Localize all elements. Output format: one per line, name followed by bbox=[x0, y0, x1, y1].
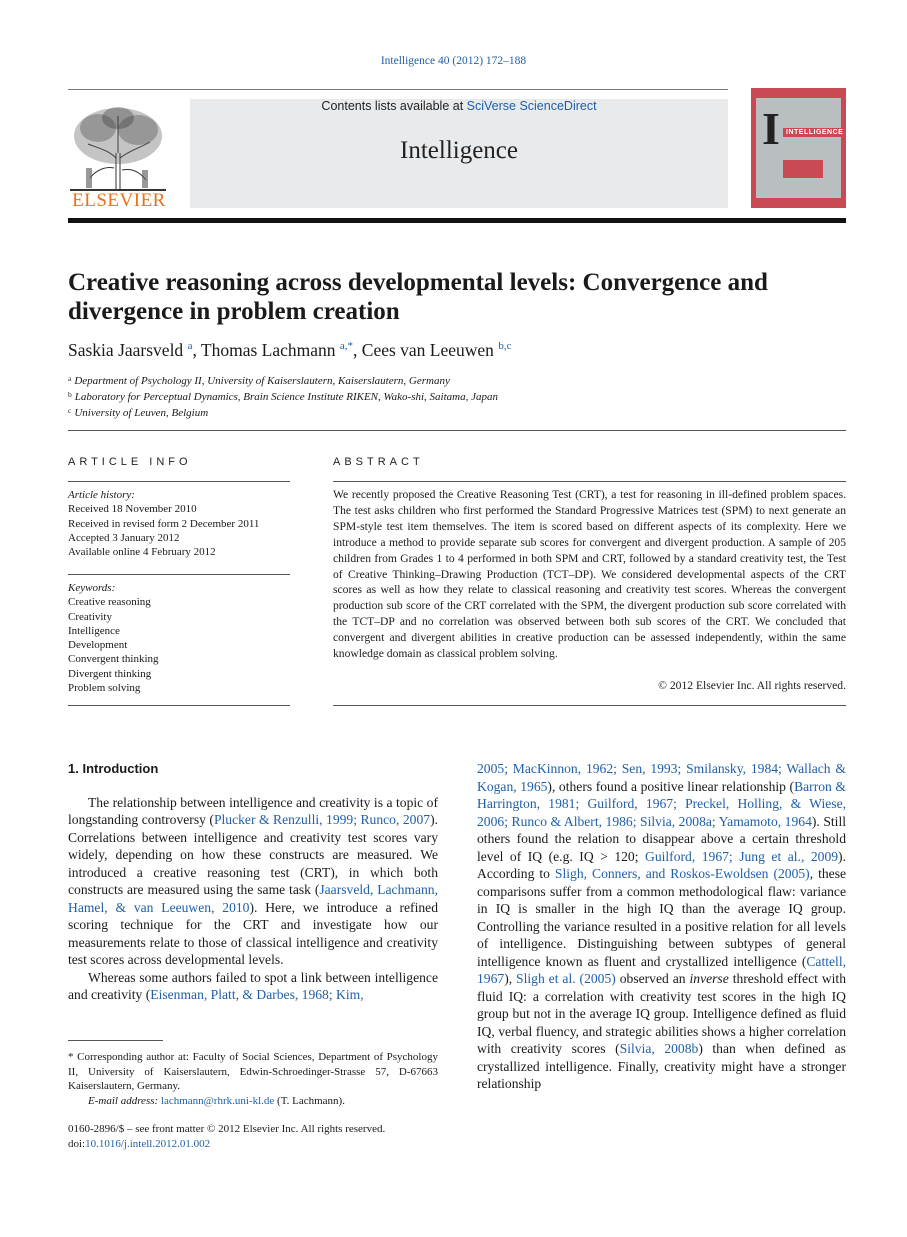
abstract-heading: ABSTRACT bbox=[333, 456, 424, 468]
keyword: Development bbox=[68, 639, 128, 652]
email-line: E-mail address: lachmann@rhrk.uni-kl.de (T. Lachmann). bbox=[88, 1094, 345, 1107]
article-info-heading: ARTICLE INFO bbox=[68, 456, 192, 468]
body-text: observed an bbox=[615, 971, 690, 986]
citation-link[interactable]: Sligh, Conners, and Roskos-Ewoldsen (2005) bbox=[554, 866, 810, 881]
keyword: Divergent thinking bbox=[68, 667, 152, 680]
footnote-text: * Corresponding author at: Faculty of Social Sciences, Department of Psychology II, University of Kaiserslautern, Edwin-Schroedinger-Strasse 57, D-67663 Kaiserslautern, Germany. bbox=[68, 1051, 438, 1092]
citation-link[interactable]: Cattell, 1967 bbox=[477, 953, 846, 986]
divider bbox=[68, 481, 290, 482]
citation-link[interactable]: Guilford, 1967; Jung et al., 2009 bbox=[645, 848, 839, 864]
abstract-copyright: © 2012 Elsevier Inc. All rights reserved. bbox=[658, 679, 846, 692]
journal-cover-image: I INTELLIGENCE bbox=[751, 88, 846, 208]
header-thick-rule bbox=[68, 218, 846, 223]
author-affil-sup[interactable]: a,* bbox=[339, 340, 354, 352]
body-column-right bbox=[477, 760, 846, 1093]
affiliation: $^c$ University of Leuven, Belgium bbox=[68, 406, 209, 419]
article-history bbox=[68, 488, 290, 559]
keyword: Problem solving bbox=[68, 682, 141, 695]
divider bbox=[333, 705, 846, 706]
body-text: ), bbox=[504, 971, 517, 986]
keyword: Intelligence bbox=[68, 624, 120, 637]
contents-line: Contents lists available at SciVerse ScienceDirect bbox=[321, 99, 597, 113]
keyword: Creative reasoning bbox=[68, 596, 151, 609]
divider bbox=[68, 705, 290, 706]
body-text: ), others found a positive linear relationship ( bbox=[547, 778, 795, 794]
paragraph bbox=[68, 794, 438, 969]
journal-reference[interactable]: Intelligence 40 (2012) 172–188 bbox=[380, 55, 527, 67]
author-name: Cees van Leeuwen bbox=[361, 340, 494, 360]
abstract-text: We recently proposed the Creative Reasoning Test (CRT), a test for reasoning in ill-defined problem spaces. The test asks children who first performed the Standard Progressive Matrices test (SPM) to next generate an SPM-style test item themselves. The item is scored based on different aspects of its complexity. Here we introduce a method to provide separate sub scores for convergent and divergent production. A sample of 205 children from Grades 1 to 4 performed in both SPM and CRT, followed by a standard creativity test, the Test of Creative Thinking–Drawing Production (TCT–DP). We considered developmental aspects of the CRT scores as well as how they relate to classical reasoning and creativity test scores. Whereas the convergent production sub score of the CRT correlated with the SPM, the divergent production sub score correlated with the TCT–DP and no correlation was observed between both sub scores of the CRT. We concluded that convergent and divergent abilities in creative production can be assessed independently, within the same knowledge domain as classical problem solving. bbox=[333, 488, 846, 661]
header-top-rule bbox=[68, 89, 728, 90]
body-text: threshold effect with fluid IQ: a correlation with creativity test scores in the high IQ group but not in the average IQ group. Intelligence defined as fluid IQ, verbal fluency, and strategic abilities shows a higher correlation with creativity scores ( bbox=[477, 971, 846, 1056]
journal-name: Intelligence bbox=[400, 137, 518, 164]
doi-link[interactable]: 10.1016/j.intell.2012.01.002 bbox=[85, 1137, 211, 1150]
citation-link[interactable]: Eisenman, Platt, & Darbes, 1968; Kim, bbox=[150, 987, 364, 1002]
history-label: Article history: bbox=[68, 489, 135, 501]
body-text: ). Here, we introduce a refined scoring technique for the CRT and investigate how our measurements relate to those of classical intelligence and creativity test scores across developmental levels. bbox=[68, 899, 438, 967]
author-list: Saskia Jaarsveld $^a$, Thomas Lachmann $^{a,*}$, Cees van Leeuwen $^{b,c}$ bbox=[68, 340, 512, 360]
history-item: Accepted 3 January 2012 bbox=[68, 531, 180, 544]
affiliation: $^b$ Laboratory for Perceptual Dynamics, Brain Science Institute RIKEN, Wako-shi, Saitama, Japan bbox=[68, 390, 498, 403]
keyword: Creativity bbox=[68, 610, 112, 623]
body-text: ). Correlations between intelligence and creativity test scores vary widely, depending on how these constructs are measured. We introduced a creative reasoning test (CRT), in which both constructs are measured using the same task ( bbox=[68, 812, 439, 897]
body-column-left bbox=[68, 760, 438, 1004]
section-heading: 1. Introduction bbox=[68, 761, 159, 776]
affiliation-list bbox=[68, 372, 498, 420]
affiliation: $^a$ Department of Psychology II, University of Kaiserslautern, Kaiserslautern, Germany bbox=[68, 374, 450, 387]
cover-title: INTELLIGENCE bbox=[783, 128, 846, 137]
history-item: Received 18 November 2010 bbox=[68, 503, 197, 516]
citation-link[interactable]: Barron & Harrington, 1981; Guilford, 1967; Preckel, Holling, & Wiese, 2006; Runco & Albert, 1986; Silvia, 2008a; Yamamoto, 1964 bbox=[477, 778, 846, 829]
publisher-name: ELSEVIER bbox=[72, 190, 166, 211]
issn-line bbox=[68, 1122, 438, 1151]
history-item: Available online 4 February 2012 bbox=[68, 546, 216, 559]
body-text: Whereas some authors failed to spot a link between intelligence and creativity ( bbox=[68, 969, 438, 1002]
body-text: ). According to bbox=[477, 848, 846, 881]
email-link[interactable]: lachmann@rhrk.uni-kl.de bbox=[160, 1094, 275, 1107]
divider bbox=[333, 481, 846, 482]
body-text: ) than when defined as crystallized intelligence. Finally, creativity might have a stronger relationship bbox=[477, 1041, 846, 1091]
issn-text: 0160-2896/$ – see front matter © 2012 Elsevier Inc. All rights reserved. bbox=[68, 1123, 386, 1135]
keywords-label: Keywords: bbox=[68, 582, 116, 594]
divider bbox=[68, 430, 846, 431]
body-text: ). Still others found the relation to disappear above a certain threshold level of IQ (e.g. IQ > 120; bbox=[477, 813, 846, 864]
article-title: Creative reasoning across developmental levels: Convergence and divergence in problem creation bbox=[68, 269, 768, 325]
emphasis-text: inverse bbox=[689, 971, 729, 986]
divider bbox=[68, 574, 290, 575]
body-text: , these comparisons suffer from a common methodological flaw: variance in IQ is smaller in the high IQ than the average IQ group. Controlling the variance resulted in a positive relation for all levels of intelligence. Distinguishing between subtypes of general intelligence known as fluent and crystallized intelligence ( bbox=[477, 866, 847, 969]
keywords-list bbox=[68, 581, 290, 695]
doi-line: doi:10.1016/j.intell.2012.01.002 bbox=[68, 1137, 211, 1150]
sciencedirect-link[interactable]: SciVerse ScienceDirect bbox=[466, 99, 597, 113]
citation-link[interactable]: 2005; MacKinnon, 1962; Sen, 1993; Smilansky, 1984; Wallach & Kogan, 1965 bbox=[477, 761, 846, 794]
corresponding-author-footnote bbox=[68, 1050, 438, 1108]
body-text: The relationship between intelligence and creativity is a topic of longstanding controversy ( bbox=[68, 794, 438, 827]
citation-link[interactable]: Sligh et al. (2005) bbox=[516, 971, 616, 986]
author-name: Thomas Lachmann bbox=[200, 340, 336, 360]
citation-link[interactable]: Plucker & Renzulli, 1999; Runco, 2007 bbox=[213, 812, 431, 827]
keyword: Convergent thinking bbox=[68, 653, 159, 666]
citation-link[interactable]: Silvia, 2008b bbox=[619, 1041, 699, 1056]
history-item: Received in revised form 2 December 2011 bbox=[68, 517, 260, 530]
footnote-rule bbox=[68, 1040, 163, 1041]
author-affil-sup[interactable]: b,c bbox=[498, 340, 512, 352]
author-name: Saskia Jaarsveld bbox=[68, 340, 184, 360]
citation-link[interactable]: Jaarsveld, Lachmann, Hamel, & van Leeuwen, 2010 bbox=[68, 882, 438, 915]
paragraph bbox=[68, 969, 438, 1004]
author-affil-sup[interactable]: a bbox=[187, 340, 193, 352]
